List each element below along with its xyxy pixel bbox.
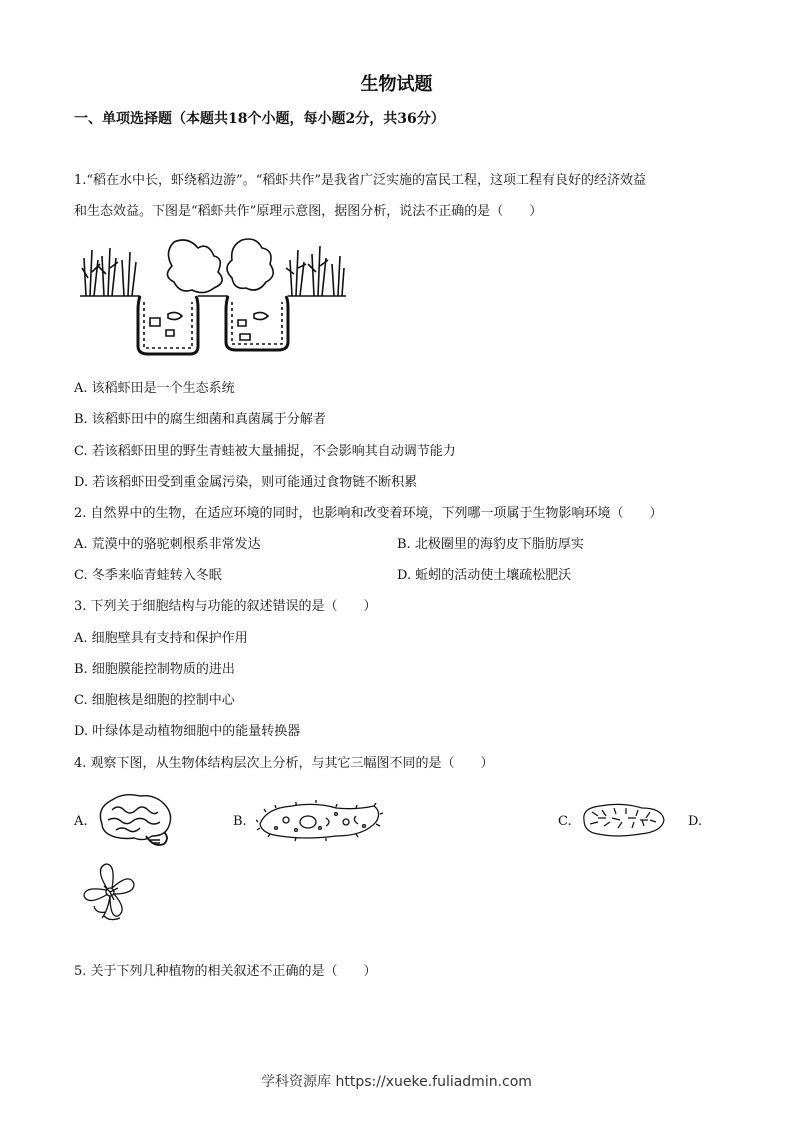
q1-stem-line2: 和生态效益。下图是“稻虾共作”原理示意图，据图分析，说法不正确的是（ ） — [74, 204, 543, 219]
tissue-illustration — [578, 802, 666, 838]
q1-option-a: A. 该稻虾田是一个生态系统 — [74, 381, 235, 396]
flower-illustration — [80, 860, 140, 924]
q1-option-c: C. 若该稻虾田里的野生青蛙被大量捕捉，不会影响其自动调节能力 — [74, 444, 456, 459]
q4-label-d: D. — [688, 814, 703, 829]
q2-option-b: B. 北极圈里的海豹皮下脂肪厚实 — [397, 537, 584, 552]
section-header: 一、单项选择题（本题共18个小题，每小题2分，共36分） — [74, 111, 445, 127]
paramecium-illustration — [256, 800, 384, 842]
rice-shrimp-diagram — [78, 238, 348, 360]
q3-option-a: A. 细胞壁具有支持和保护作用 — [74, 631, 248, 646]
q2-option-c: C. 冬季来临青蛙转入冬眠 — [74, 568, 222, 583]
brain-illustration — [94, 790, 178, 850]
q3-option-d: D. 叶绿体是动植物细胞中的能量转换器 — [74, 724, 301, 739]
q2-stem: 2. 自然界中的生物，在适应环境的同时，也影响和改变着环境，下列哪一项属于生物影响环境（ ） — [74, 506, 663, 521]
q1-stem-line1: 1.“稻在水中长，虾绕稻边游”。“稻虾共作”是我省广泛实施的富民工程，这项工程有良好的经济效益 — [74, 173, 646, 188]
q4-label-a: A. — [74, 814, 88, 829]
q1-option-b: B. 该稻虾田中的腐生细菌和真菌属于分解者 — [74, 412, 326, 427]
page-footer: 学科资源库 https://xueke.fuliadmin.com — [261, 1074, 532, 1090]
q2-option-d: D. 蚯蚓的活动使土壤疏松肥沃 — [397, 568, 572, 583]
q4-label-b: B. — [233, 814, 247, 829]
q3-stem: 3. 下列关于细胞结构与功能的叙述错误的是（ ） — [74, 599, 377, 614]
q1-option-d: D. 若该稻虾田受到重金属污染，则可能通过食物链不断积累 — [74, 475, 418, 490]
q4-stem: 4. 观察下图，从生物体结构层次上分析，与其它三幅图不同的是（ ） — [74, 756, 494, 771]
q2-option-a: A. 荒漠中的骆驼刺根系非常发达 — [74, 537, 261, 552]
page-title: 生物试题 — [360, 74, 433, 95]
q3-option-b: B. 细胞膜能控制物质的进出 — [74, 662, 235, 677]
q5-stem: 5. 关于下列几种植物的相关叙述不正确的是（ ） — [74, 964, 377, 979]
q4-label-c: C. — [558, 814, 572, 829]
q3-option-c: C. 细胞核是细胞的控制中心 — [74, 693, 235, 708]
